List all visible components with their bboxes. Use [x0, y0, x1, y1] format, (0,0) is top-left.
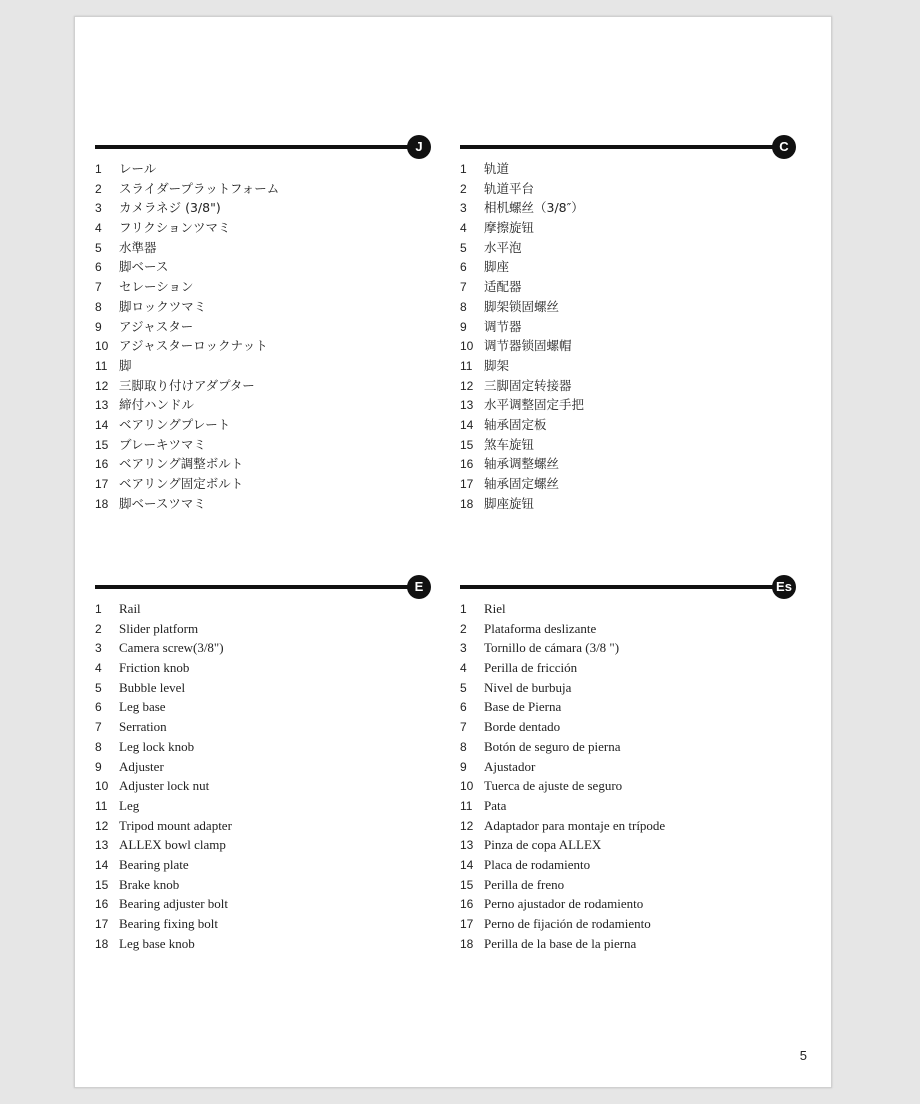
- item-label: 脚ベースツマミ: [119, 495, 206, 511]
- item-label: 脚座旋钮: [484, 495, 535, 511]
- list-item: [460, 796, 796, 816]
- list-item: [460, 415, 796, 435]
- list-item: [95, 395, 431, 415]
- item-label: 脚架锁固螺丝: [484, 298, 560, 314]
- list-item: [460, 894, 796, 914]
- item-number: 3: [95, 201, 102, 216]
- item-number: 18: [95, 496, 109, 511]
- item-label: 适配器: [484, 279, 522, 295]
- item-number: 17: [95, 477, 109, 491]
- item-label: Perno ajustador de rodamiento: [484, 896, 644, 912]
- item-label: Brake knob: [119, 876, 180, 892]
- list-item: [460, 218, 796, 238]
- item-number: 5: [95, 680, 102, 695]
- list-item: [460, 494, 796, 514]
- item-label: Perno de fijación de rodamiento: [484, 916, 651, 931]
- item-label: Ajustador: [484, 758, 536, 774]
- item-number: 13: [95, 398, 109, 413]
- list-item: [95, 875, 431, 895]
- list-item: [460, 474, 796, 494]
- item-number: 3: [95, 641, 102, 656]
- list-item: [95, 179, 431, 199]
- list-item: [460, 678, 796, 698]
- list-item: [95, 835, 431, 855]
- list-item: [95, 776, 431, 796]
- item-number: 18: [460, 936, 474, 951]
- list-item: [460, 356, 796, 376]
- item-label: Leg base knob: [119, 935, 195, 951]
- item-label: アジャスターロックナット: [119, 338, 268, 354]
- item-number: 18: [460, 496, 474, 511]
- item-number: 7: [460, 280, 467, 295]
- list-item: [460, 737, 796, 757]
- item-number: 3: [460, 641, 467, 656]
- item-number: 5: [460, 240, 467, 255]
- item-number: 5: [460, 680, 467, 695]
- item-number: 8: [95, 739, 102, 754]
- list-item: [460, 816, 796, 836]
- item-number: 13: [95, 838, 109, 853]
- item-number: 7: [95, 720, 102, 735]
- item-label: Perilla de la base de la pierna: [484, 935, 637, 951]
- item-label: Placa de rodamiento: [484, 856, 591, 872]
- item-number: 15: [95, 437, 109, 452]
- list-item: [95, 159, 431, 179]
- item-number: 14: [460, 417, 474, 432]
- item-label: ブレーキツマミ: [119, 436, 207, 452]
- item-label: 脚ロックツマミ: [119, 298, 207, 314]
- item-label: Nivel de burbuja: [484, 679, 572, 695]
- list-item: [95, 297, 431, 317]
- section-chinese: [460, 135, 796, 513]
- item-number: 14: [460, 857, 474, 872]
- language-badge: Es: [772, 575, 796, 599]
- item-number: 16: [460, 457, 474, 472]
- item-label: スライダープラットフォーム: [119, 180, 280, 196]
- list-item: [95, 454, 431, 474]
- list-item: [95, 894, 431, 914]
- item-label: 水平泡: [484, 239, 522, 255]
- list-item: [460, 717, 796, 737]
- list-item: [460, 454, 796, 474]
- list-item: [95, 599, 431, 619]
- item-label: Pinza de copa ALLEX: [484, 837, 602, 853]
- item-label: フリクションツマミ: [119, 220, 231, 236]
- page-number: 5: [799, 1048, 807, 1063]
- item-label: Tornillo de cámara (3/8 "): [484, 640, 620, 656]
- item-number: 16: [95, 457, 109, 472]
- item-label: 脚座: [484, 259, 510, 275]
- item-number: 6: [460, 700, 467, 715]
- list-item: [460, 757, 796, 777]
- item-label: Botón de seguro de pierna: [484, 738, 621, 754]
- list-item: [95, 238, 431, 258]
- item-number: 11: [95, 358, 108, 373]
- section-rule: [95, 145, 417, 149]
- list-item: [460, 855, 796, 875]
- item-label: Friction knob: [119, 660, 190, 676]
- item-number: 2: [95, 621, 102, 636]
- list-item: [95, 678, 431, 698]
- item-label: ベアリングプレート: [119, 416, 231, 432]
- list-item: [95, 796, 431, 816]
- parts-list: [95, 159, 431, 513]
- list-item: [95, 717, 431, 737]
- list-item: [95, 697, 431, 717]
- item-number: 14: [95, 857, 109, 872]
- item-number: 18: [95, 936, 109, 951]
- list-item: [460, 297, 796, 317]
- item-number: 4: [95, 221, 102, 236]
- item-label: Adjuster lock nut: [119, 778, 210, 794]
- manual-page: [74, 16, 832, 1088]
- list-item: [460, 257, 796, 277]
- item-number: 2: [460, 181, 467, 196]
- section-header: [460, 575, 796, 599]
- item-number: 4: [95, 661, 102, 676]
- list-item: [460, 658, 796, 678]
- list-item: [95, 494, 431, 514]
- item-label: 水平调整固定手把: [484, 397, 585, 413]
- item-number: 4: [460, 221, 467, 236]
- list-item: [460, 599, 796, 619]
- section-rule: [460, 585, 782, 589]
- item-label: Tripod mount adapter: [119, 817, 232, 833]
- item-number: 1: [95, 162, 102, 176]
- item-number: 2: [95, 181, 102, 196]
- item-label: Bearing fixing bolt: [119, 916, 218, 931]
- item-number: 12: [460, 378, 474, 393]
- language-badge: C: [772, 135, 796, 159]
- item-label: 脚ベース: [119, 259, 169, 275]
- item-label: 相机螺丝（3/8″）: [484, 200, 584, 216]
- item-label: Leg: [119, 797, 140, 813]
- item-label: 三脚取り付けアダプター: [119, 377, 255, 393]
- item-label: Bearing adjuster bolt: [119, 896, 229, 912]
- list-item: [95, 816, 431, 836]
- list-item: [460, 934, 796, 954]
- item-label: 脚架: [484, 357, 510, 373]
- item-number: 6: [95, 260, 102, 275]
- list-item: [460, 776, 796, 796]
- item-label: 三脚固定转接器: [484, 377, 572, 393]
- item-number: 5: [95, 240, 102, 255]
- item-label: レール: [119, 161, 157, 176]
- list-item: [460, 875, 796, 895]
- item-label: 水準器: [119, 239, 157, 255]
- item-number: 13: [460, 838, 474, 853]
- list-item: [460, 619, 796, 639]
- list-item: [95, 336, 431, 356]
- item-label: Rail: [119, 601, 141, 616]
- item-label: 调节器: [484, 318, 522, 334]
- section-rule: [460, 145, 782, 149]
- list-item: [95, 376, 431, 396]
- item-label: Plataforma deslizante: [484, 620, 597, 636]
- item-label: 脚: [119, 357, 132, 373]
- item-label: Leg lock knob: [119, 738, 195, 754]
- item-label: 轴承调整螺丝: [484, 456, 560, 472]
- list-item: [95, 317, 431, 337]
- item-number: 12: [460, 818, 474, 833]
- item-number: 6: [95, 700, 102, 715]
- list-item: [460, 336, 796, 356]
- item-label: Riel: [484, 601, 506, 616]
- list-item: [95, 855, 431, 875]
- section-rule: [95, 585, 417, 589]
- item-number: 11: [460, 798, 473, 813]
- list-item: [95, 737, 431, 757]
- list-item: [95, 474, 431, 494]
- item-label: Bubble level: [119, 679, 186, 695]
- list-item: [95, 277, 431, 297]
- list-item: [460, 317, 796, 337]
- item-number: 1: [95, 602, 102, 616]
- item-number: 10: [460, 779, 474, 794]
- item-number: 12: [95, 378, 109, 393]
- item-label: Tuerca de ajuste de seguro: [484, 778, 623, 794]
- list-item: [460, 376, 796, 396]
- list-item: [460, 238, 796, 258]
- item-number: 10: [95, 339, 109, 354]
- list-item: [95, 356, 431, 376]
- item-number: 15: [460, 877, 474, 892]
- list-item: [95, 218, 431, 238]
- item-number: 10: [460, 339, 474, 354]
- item-number: 14: [95, 417, 109, 432]
- item-label: Perilla de fricción: [484, 660, 578, 676]
- item-number: 10: [95, 779, 109, 794]
- section-header: [95, 575, 431, 599]
- item-number: 17: [460, 917, 474, 931]
- item-number: 3: [460, 201, 467, 216]
- item-number: 8: [95, 299, 102, 314]
- item-number: 6: [460, 260, 467, 275]
- list-item: [460, 638, 796, 658]
- item-label: 摩擦旋钮: [484, 220, 535, 236]
- item-number: 11: [95, 798, 108, 813]
- item-number: 16: [460, 897, 474, 912]
- item-number: 12: [95, 818, 109, 833]
- parts-list: [95, 599, 431, 953]
- item-number: 9: [95, 759, 102, 774]
- item-number: 9: [460, 319, 467, 334]
- section-english: [95, 575, 431, 953]
- list-item: [460, 697, 796, 717]
- language-badge: E: [407, 575, 431, 599]
- item-number: 2: [460, 621, 467, 636]
- list-item: [95, 658, 431, 678]
- item-label: ALLEX bowl clamp: [119, 837, 226, 853]
- item-number: 8: [460, 739, 467, 754]
- item-label: Adjuster: [119, 758, 164, 774]
- list-item: [460, 179, 796, 199]
- item-label: ベアリング調整ボルト: [119, 456, 244, 472]
- list-item: [95, 757, 431, 777]
- list-item: [95, 198, 431, 218]
- section-japanese: [95, 135, 431, 513]
- item-number: 8: [460, 299, 467, 314]
- section-spanish: [460, 575, 796, 953]
- item-number: 4: [460, 661, 467, 676]
- item-number: 9: [95, 319, 102, 334]
- section-header: [460, 135, 796, 159]
- list-item: [95, 914, 431, 934]
- item-label: 締付ハンドル: [119, 397, 195, 413]
- item-number: 15: [95, 877, 109, 892]
- parts-list: [460, 599, 796, 953]
- item-number: 1: [460, 602, 467, 616]
- item-label: Serration: [119, 719, 167, 735]
- section-header: [95, 135, 431, 159]
- item-label: 调节器锁固螺帽: [484, 338, 572, 354]
- list-item: [460, 435, 796, 455]
- parts-list: [460, 159, 796, 513]
- list-item: [95, 638, 431, 658]
- list-item: [95, 415, 431, 435]
- item-label: 轴承固定螺丝: [484, 476, 560, 491]
- item-number: 16: [95, 897, 109, 912]
- item-number: 7: [460, 720, 467, 735]
- list-item: [460, 277, 796, 297]
- list-item: [460, 835, 796, 855]
- item-number: 17: [460, 477, 474, 491]
- list-item: [95, 934, 431, 954]
- item-label: 轴承固定板: [484, 416, 547, 432]
- item-number: 9: [460, 759, 467, 774]
- item-label: Bearing plate: [119, 856, 189, 872]
- item-label: Adaptador para montaje en trípode: [484, 817, 666, 833]
- list-item: [460, 198, 796, 218]
- item-label: Base de Pierna: [484, 699, 562, 715]
- item-label: Borde dentado: [484, 719, 561, 735]
- item-label: Slider platform: [119, 620, 199, 636]
- item-number: 11: [460, 358, 473, 373]
- item-number: 15: [460, 437, 474, 452]
- list-item: [95, 257, 431, 277]
- item-label: Camera screw(3/8"): [119, 640, 224, 656]
- item-label: ベアリング固定ボルト: [119, 476, 244, 491]
- item-label: Perilla de freno: [484, 876, 565, 892]
- item-label: セレーション: [119, 279, 194, 295]
- list-item: [460, 159, 796, 179]
- item-label: 轨道: [484, 161, 510, 176]
- item-label: カメラネジ (3/8"): [119, 200, 221, 216]
- item-label: 煞车旋钮: [484, 436, 535, 452]
- item-number: 1: [460, 162, 467, 176]
- item-label: 轨道平台: [484, 180, 535, 196]
- list-item: [95, 619, 431, 639]
- list-item: [460, 914, 796, 934]
- item-label: Pata: [484, 797, 507, 813]
- item-number: 17: [95, 917, 109, 931]
- language-badge: J: [407, 135, 431, 159]
- list-item: [460, 395, 796, 415]
- list-item: [95, 435, 431, 455]
- item-label: アジャスター: [119, 318, 194, 334]
- item-number: 13: [460, 398, 474, 413]
- item-label: Leg base: [119, 699, 166, 715]
- item-number: 7: [95, 280, 102, 295]
